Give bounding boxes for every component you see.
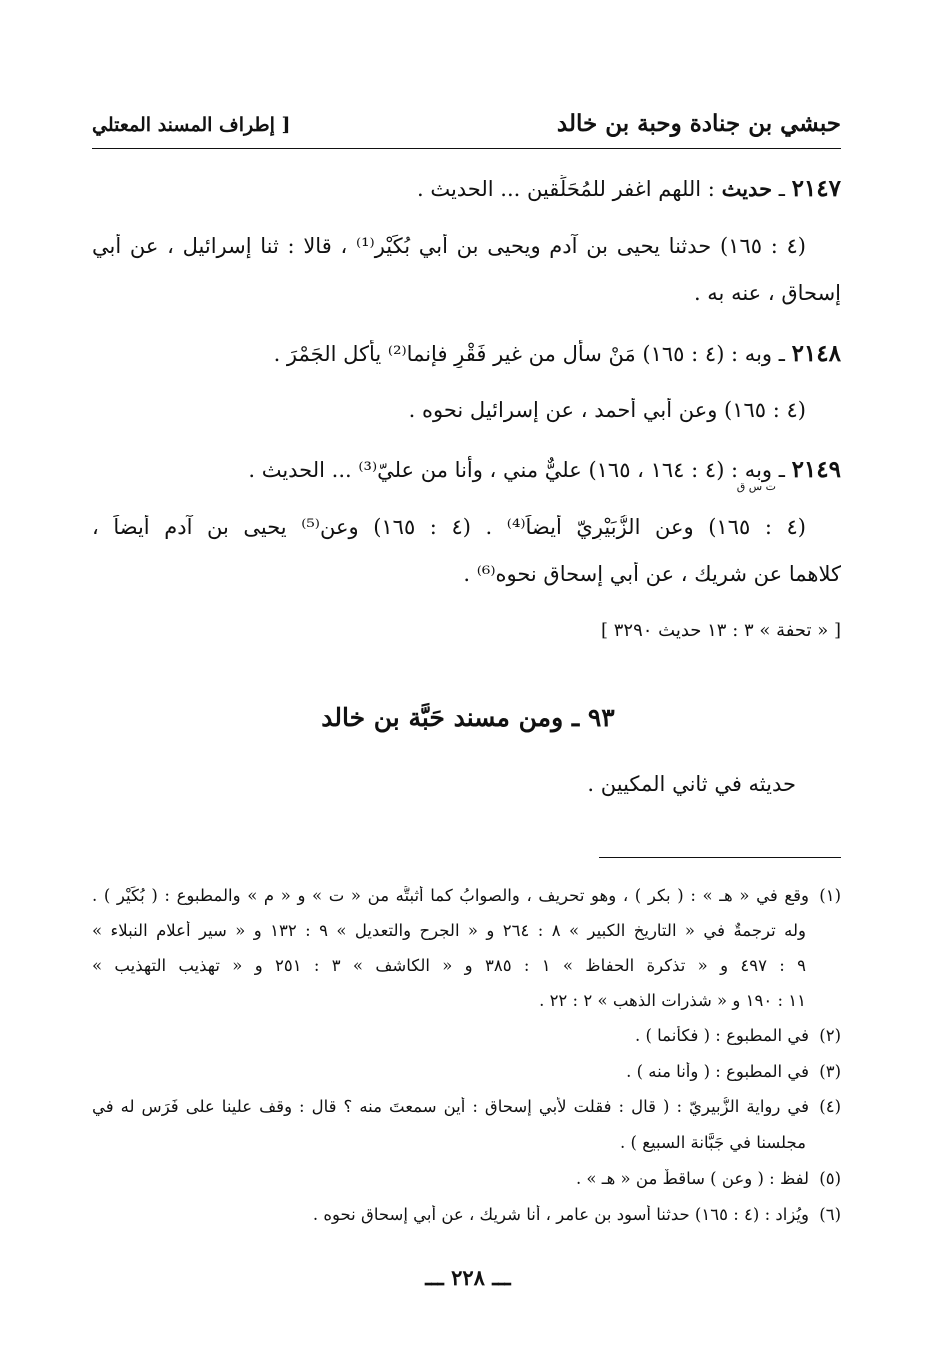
section-heading: ٩٣ ـ ومن مسند حَبَّة بن خالد: [321, 703, 615, 732]
header-rule: [92, 148, 841, 149]
hadith-text: ـ وبه : (٤ : ١٦٥) مَنْ سأل من غير فَقْرٍ فإنما⁽²⁾ يأكل الجَمْرَ .: [273, 342, 785, 366]
footnote-text: في المطبوع : ( فكأنما ) .: [634, 1026, 809, 1045]
footnote-number: (٥): [819, 1169, 841, 1188]
footnote-text: لفظ : ( وعن ) ساقطٌ من « هـ » .: [575, 1169, 809, 1188]
isnad-line: (٤ : ١٦٥) حدثنا يحيى بن آدم ويحيى بن أبي بُكَيْر⁽¹⁾ ، قالا : ثنا إسرائيل ، عن أبي: [92, 234, 806, 258]
header-chapter-title: حبشي بن جنادة وحبة بن خالد: [556, 110, 841, 137]
footnote-number: (٢): [819, 1026, 841, 1045]
hadith-entry-2147: ٢١٤٧ ـ حديث : اللهم اغفر للمُحَلِّقين ... الحديث .: [416, 175, 841, 202]
footnote-3: [92, 1062, 841, 1082]
hadith-number: ٢١٤٨: [791, 340, 841, 367]
footnote-2: [92, 1026, 841, 1046]
footnote-6: [92, 1205, 841, 1225]
hadith-label: حديث: [721, 176, 773, 201]
isnad-line: كلاهما عن شريك ، عن أبي إسحاق نحوه⁽⁶⁾ .: [463, 562, 841, 586]
isnad-line: (٤ : ١٦٥) وعن أبي أحمد ، عن إسرائيل نحوه .: [408, 398, 806, 422]
footnote-line: مجلسنا في جَبَّانة السبيع ) .: [620, 1133, 806, 1152]
running-header: [92, 106, 841, 146]
hadith-entry-2148: [92, 340, 841, 368]
footnote-5: [92, 1169, 841, 1189]
hadith-text: : اللهم اغفر للمُحَلِّقين ... الحديث .: [416, 177, 715, 201]
hadith-entry-2149: [92, 456, 841, 492]
hadith-number: ٢١٤٩: [791, 456, 841, 483]
footnote-line: ٩ : ٤٩٧ و « تذكرة الحفاظ » ١ : ٣٨٥ و « الكاشف » ٣ : ٢٥١ و « تهذيب التهذيب »: [92, 956, 806, 975]
footnote-text: في رواية الزُّبيريّ : ( قال : فقلت لأبي إسحاق : أين سمعتَ منه ؟ قال : وقف علينا على فَرَسٍ له في: [92, 1097, 809, 1116]
isnad-line: إسحاق ، عنه به .: [693, 281, 841, 305]
footnote-text: وقع في « هـ » : ( بكر ) ، وهو تحريف ، والصوابُ كما أثبتُّه من « ت » و « م » والمطبوع : ( بُكَيْر ) .: [92, 886, 809, 905]
hadith-text: ـ وبه : (٤ : ١٦٤ ، ١٦٥) عليٌّ مني ، وأنا من عليّ⁽³⁾ ... الحديث .: [248, 458, 785, 482]
footnote-number: (٦): [819, 1205, 841, 1224]
footnote-number: (١): [819, 886, 841, 905]
hadith-number: ٢١٤٧: [791, 175, 841, 202]
section-text: حديثه في ثاني المكيين .: [587, 772, 796, 796]
footnote-line: ١١ : ١٩٠ و « شذرات الذهب » ٢ : ٢٢ .: [539, 991, 806, 1010]
isnad-line: (٤ : ١٦٥) وعن الزُّبَيْرِيّ أيضاً⁽⁴⁾ . (٤ : ١٦٥) وعن⁽⁵⁾ يحيى بن آدم أيضاً ،: [92, 515, 806, 539]
footnote-text: ويُزاد : (٤ : ١٦٥) حدثنا أسود بن عامر ، أنا شريك ، عن أبي إسحاق نحوه .: [312, 1205, 809, 1224]
footnote-text: في المطبوع : ( وأنا منه ) .: [626, 1062, 809, 1081]
footnote-number: (٣): [819, 1062, 841, 1081]
collection-symbols: ت س ق: [736, 480, 776, 493]
footnote-number: (٤): [819, 1097, 841, 1116]
tuhfa-reference: [ « تحفة » ٣ : ١٣ حديث ٣٢٩٠ ]: [601, 620, 841, 641]
footnote-line: وله ترجمةٌ في « التاريخ الكبير » ٨ : ٢٦٤ و « الجرح والتعديل » ٩ : ١٣٢ و « سير أعلام النبلاء »: [92, 921, 806, 940]
header-book-title: [ إطراف المسند المعتلي: [92, 114, 291, 136]
page-number: ـــ ٢٢٨ ـــ: [425, 1265, 511, 1290]
footnote-rule: [599, 857, 841, 858]
footnote-1: [92, 886, 841, 906]
footnote-4: [92, 1097, 841, 1117]
